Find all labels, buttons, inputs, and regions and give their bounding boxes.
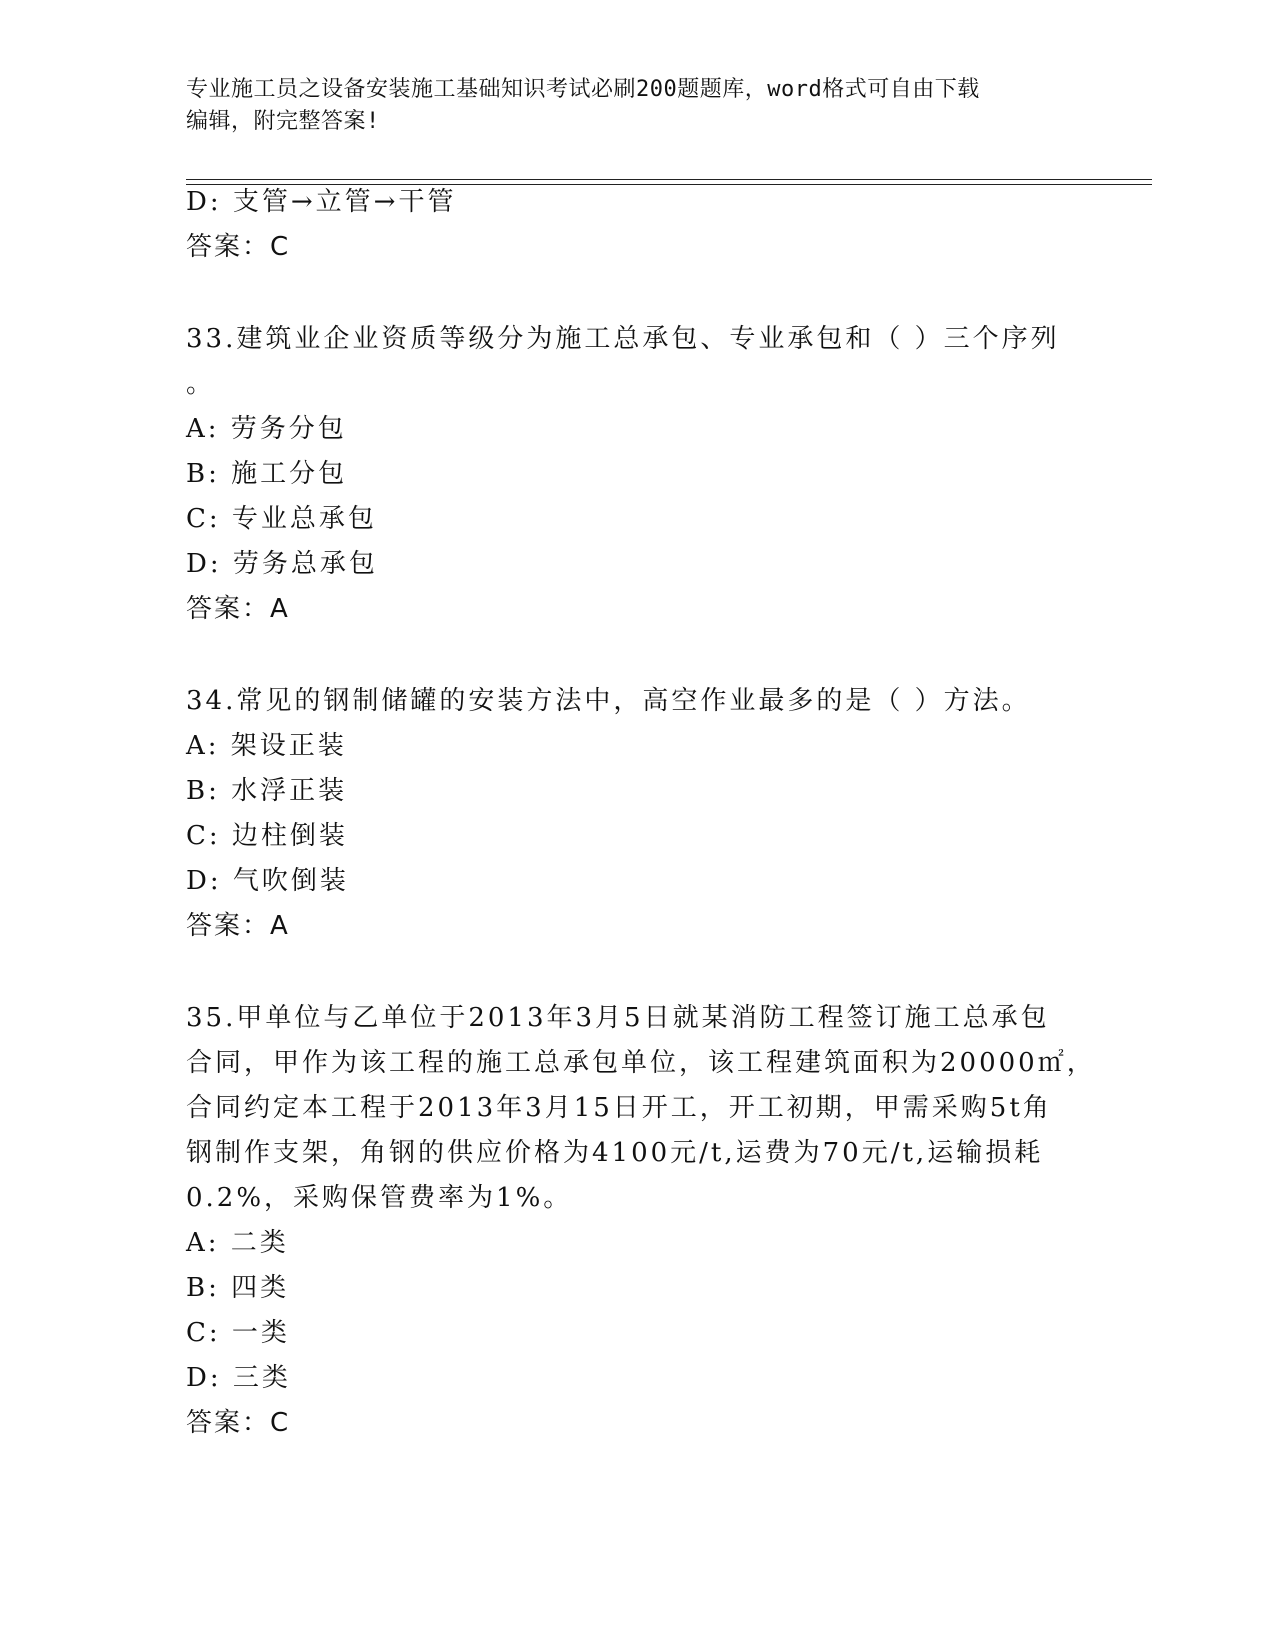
question-34-option-a: A: 架设正装	[186, 731, 347, 761]
spacer	[186, 949, 1086, 996]
question-34-stem-line-1: 34.常见的钢制储罐的安装方法中，高空作业最多的是（ ）方法。	[186, 686, 1031, 716]
question-34-option-c: C: 边柱倒装	[186, 821, 348, 851]
question-33-stem-line-2: 。	[186, 369, 216, 399]
spacer	[186, 270, 1086, 317]
document-header	[186, 74, 1086, 138]
prev-option-d: D: 支管→立管→干管	[186, 187, 457, 217]
question-35-option-b: B: 四类	[186, 1273, 290, 1303]
question-35-stem-line-4: 钢制作支架，角钢的供应价格为4100元/t,运费为70元/t,运输损耗	[186, 1138, 1044, 1168]
question-list	[186, 180, 1096, 1446]
header-line-1: 专业施工员之设备安装施工基础知识考试必刷200题题库，word格式可自由下载	[186, 77, 980, 102]
question-34-answer: 答案：A	[186, 911, 290, 941]
question-35-option-a: A: 二类	[186, 1228, 289, 1258]
question-35-stem-line-2: 合同，甲作为该工程的施工总承包单位，该工程建筑面积为20000㎡，	[186, 1048, 1096, 1078]
question-33-answer: 答案：A	[186, 594, 290, 624]
question-33-option-b: B: 施工分包	[186, 459, 348, 489]
question-35-stem-line-3: 合同约定本工程于2013年3月15日开工，开工初期，甲需采购5t角	[186, 1093, 1052, 1123]
question-35-answer: 答案：C	[186, 1408, 291, 1438]
prev-answer: 答案：C	[186, 232, 291, 262]
question-33-option-c: C: 专业总承包	[186, 504, 377, 534]
question-35	[186, 996, 1096, 1446]
question-35-option-d: D: 三类	[186, 1363, 291, 1393]
question-34	[186, 679, 1086, 949]
question-33-option-a: A: 劳务分包	[186, 414, 347, 444]
question-33	[186, 317, 1086, 632]
spacer	[186, 632, 1086, 679]
question-33-stem-line-1: 33.建筑业企业资质等级分为施工总承包、专业承包和（ ）三个序列	[186, 324, 1060, 354]
question-35-stem-line-1: 35.甲单位与乙单位于2013年3月5日就某消防工程签订施工总承包	[186, 1003, 1050, 1033]
header-line-2: 编辑，附完整答案!	[186, 109, 380, 134]
question-33-option-d: D: 劳务总承包	[186, 549, 378, 579]
question-34-option-d: D: 气吹倒装	[186, 866, 349, 896]
question-35-option-c: C: 一类	[186, 1318, 290, 1348]
question-34-option-b: B: 水浮正装	[186, 776, 348, 806]
question-35-stem-line-5: 0.2%，采购保管费率为1%。	[186, 1183, 573, 1213]
